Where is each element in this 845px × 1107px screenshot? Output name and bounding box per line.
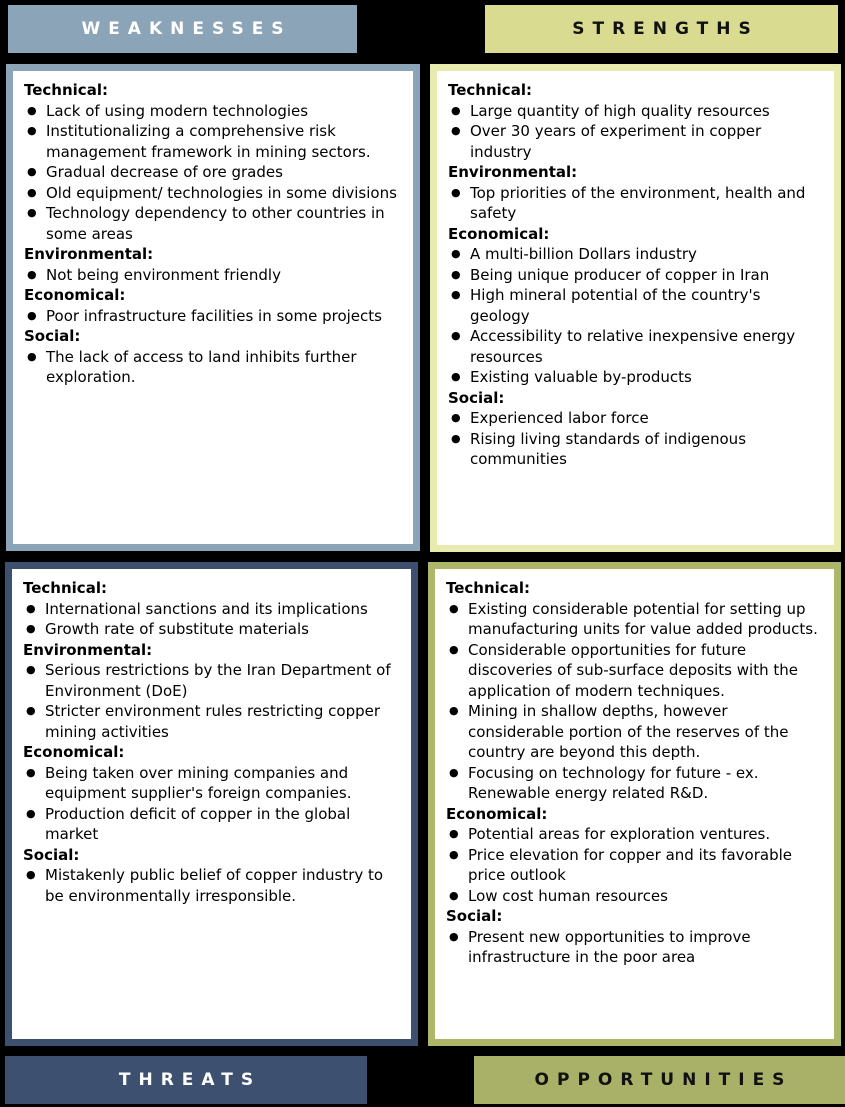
strengths-banner bbox=[485, 5, 838, 53]
bullet-item: ● Price elevation for copper and its favorable price outlook bbox=[446, 845, 824, 886]
bullet-item: ● Mining in shallow depths, however considerable portion of the reserves of the country are beyond this depth. bbox=[446, 701, 824, 763]
bullet-item: ● Present new opportunities to improve infrastructure in the poor area bbox=[446, 927, 824, 968]
swot-section bbox=[448, 224, 824, 388]
section-heading: Environmental: bbox=[24, 245, 154, 263]
strengths-content bbox=[437, 71, 834, 478]
bullet-item: ● Stricter environment rules restricting copper mining activities bbox=[23, 701, 401, 742]
swot-section bbox=[448, 80, 824, 162]
section-heading: Social: bbox=[448, 388, 505, 407]
bullet-item: ● Large quantity of high quality resources bbox=[448, 101, 824, 122]
bullet-item: ● Gradual decrease of ore grades bbox=[24, 162, 403, 183]
weaknesses-banner-label: WEAKNESSES bbox=[81, 19, 292, 39]
section-heading: Technical: bbox=[448, 81, 532, 99]
weaknesses-content bbox=[13, 71, 413, 396]
strengths-banner-label: STRENGTHS bbox=[572, 19, 759, 39]
swot-section bbox=[24, 244, 403, 285]
bullet-item: ● Low cost human resources bbox=[446, 886, 824, 907]
bullet-item: ● Lack of using modern technologies bbox=[24, 101, 403, 122]
weaknesses-quadrant bbox=[6, 64, 420, 551]
section-heading: Economical: bbox=[448, 224, 550, 243]
swot-section bbox=[24, 80, 403, 244]
section-heading: Economical: bbox=[446, 804, 548, 823]
bullet-list bbox=[23, 763, 401, 845]
bullet-item: ● Serious restrictions by the Iran Department of Environment (DoE) bbox=[23, 660, 401, 701]
section-heading: Economical: bbox=[23, 743, 125, 761]
bullet-item: ● Considerable opportunities for future discoveries of sub-surface deposits with the application of modern techniques. bbox=[446, 640, 824, 702]
swot-section bbox=[23, 578, 401, 640]
bullet-item: ● Existing valuable by-products bbox=[448, 367, 824, 388]
bullet-item: ● Top priorities of the environment, health and safety bbox=[448, 183, 824, 224]
bullet-list bbox=[448, 183, 824, 224]
bullet-item: ● Experienced labor force bbox=[448, 408, 824, 429]
opportunities-banner-label: OPPORTUNITIES bbox=[534, 1070, 793, 1090]
bullet-item: ● Growth rate of substitute materials bbox=[23, 619, 401, 640]
opportunities-banner bbox=[474, 1056, 845, 1104]
bullet-item: ● Being unique producer of copper in Iran bbox=[448, 265, 824, 286]
bullet-item: ● Existing considerable potential for setting up manufacturing units for value added products. bbox=[446, 599, 824, 640]
bullet-item: ● Old equipment/ technologies in some divisions bbox=[24, 183, 403, 204]
threats-banner-label: THREATS bbox=[118, 1070, 262, 1090]
bullet-list bbox=[448, 101, 824, 163]
bullet-item: ● Mistakenly public belief of copper industry to be environmentally irresponsible. bbox=[23, 865, 401, 906]
bullet-item: ● Over 30 years of experiment in copper industry bbox=[448, 121, 824, 162]
bullet-item: ● Rising living standards of indigenous communities bbox=[448, 429, 824, 470]
bullet-item: ● Potential areas for exploration ventures. bbox=[446, 824, 824, 845]
section-heading: Social: bbox=[24, 327, 81, 345]
bullet-item: ● Institutionalizing a comprehensive risk management framework in mining sectors. bbox=[24, 121, 403, 162]
bullet-item: ● High mineral potential of the country's geology bbox=[448, 285, 824, 326]
swot-section bbox=[448, 388, 824, 470]
section-heading: Environmental: bbox=[448, 163, 578, 181]
section-heading: Technical: bbox=[23, 579, 107, 597]
bullet-list bbox=[23, 865, 401, 906]
swot-section bbox=[23, 742, 401, 845]
bullet-item: ● Accessibility to relative inexpensive energy resources bbox=[448, 326, 824, 367]
bullet-item: ● The lack of access to land inhibits further exploration. bbox=[24, 347, 403, 388]
bullet-item: ● Focusing on technology for future - ex. Renewable energy related R&D. bbox=[446, 763, 824, 804]
bullet-list bbox=[24, 101, 403, 245]
threats-banner bbox=[5, 1056, 367, 1104]
section-heading: Social: bbox=[23, 845, 80, 864]
bullet-item: ● Being taken over mining companies and equipment supplier's foreign companies. bbox=[23, 763, 401, 804]
bullet-list bbox=[23, 660, 401, 742]
bullet-list bbox=[446, 824, 824, 906]
bullet-list bbox=[448, 244, 824, 388]
swot-section bbox=[24, 326, 403, 388]
threats-content bbox=[12, 569, 411, 914]
swot-section bbox=[24, 285, 403, 326]
bullet-list bbox=[446, 927, 824, 968]
bullet-list bbox=[23, 599, 401, 640]
section-heading: Technical: bbox=[446, 579, 530, 597]
bullet-list bbox=[448, 408, 824, 470]
bullet-item: ● A multi-billion Dollars industry bbox=[448, 244, 824, 265]
section-heading: Environmental: bbox=[23, 640, 153, 659]
bullet-item: ● Production deficit of copper in the global market bbox=[23, 804, 401, 845]
bullet-list bbox=[24, 306, 403, 327]
bullet-item: ● Poor infrastructure facilities in some projects bbox=[24, 306, 403, 327]
swot-section bbox=[446, 578, 824, 804]
swot-section bbox=[448, 162, 824, 224]
strengths-quadrant bbox=[430, 64, 841, 552]
bullet-list bbox=[24, 265, 403, 286]
swot-section bbox=[23, 845, 401, 907]
bullet-item: ● Technology dependency to other countries in some areas bbox=[24, 203, 403, 244]
threats-quadrant bbox=[5, 562, 418, 1046]
bullet-item: ● Not being environment friendly bbox=[24, 265, 403, 286]
bullet-item: ● International sanctions and its implications bbox=[23, 599, 401, 620]
opportunities-content bbox=[435, 569, 834, 976]
bullet-list bbox=[446, 599, 824, 804]
section-heading: Economical: bbox=[24, 286, 126, 304]
weaknesses-banner bbox=[8, 5, 357, 53]
opportunities-quadrant bbox=[428, 562, 841, 1046]
section-heading: Social: bbox=[446, 907, 503, 925]
section-heading: Technical: bbox=[24, 81, 108, 99]
swot-section bbox=[23, 640, 401, 743]
bullet-list bbox=[24, 347, 403, 388]
swot-section bbox=[446, 906, 824, 968]
swot-section bbox=[446, 804, 824, 907]
